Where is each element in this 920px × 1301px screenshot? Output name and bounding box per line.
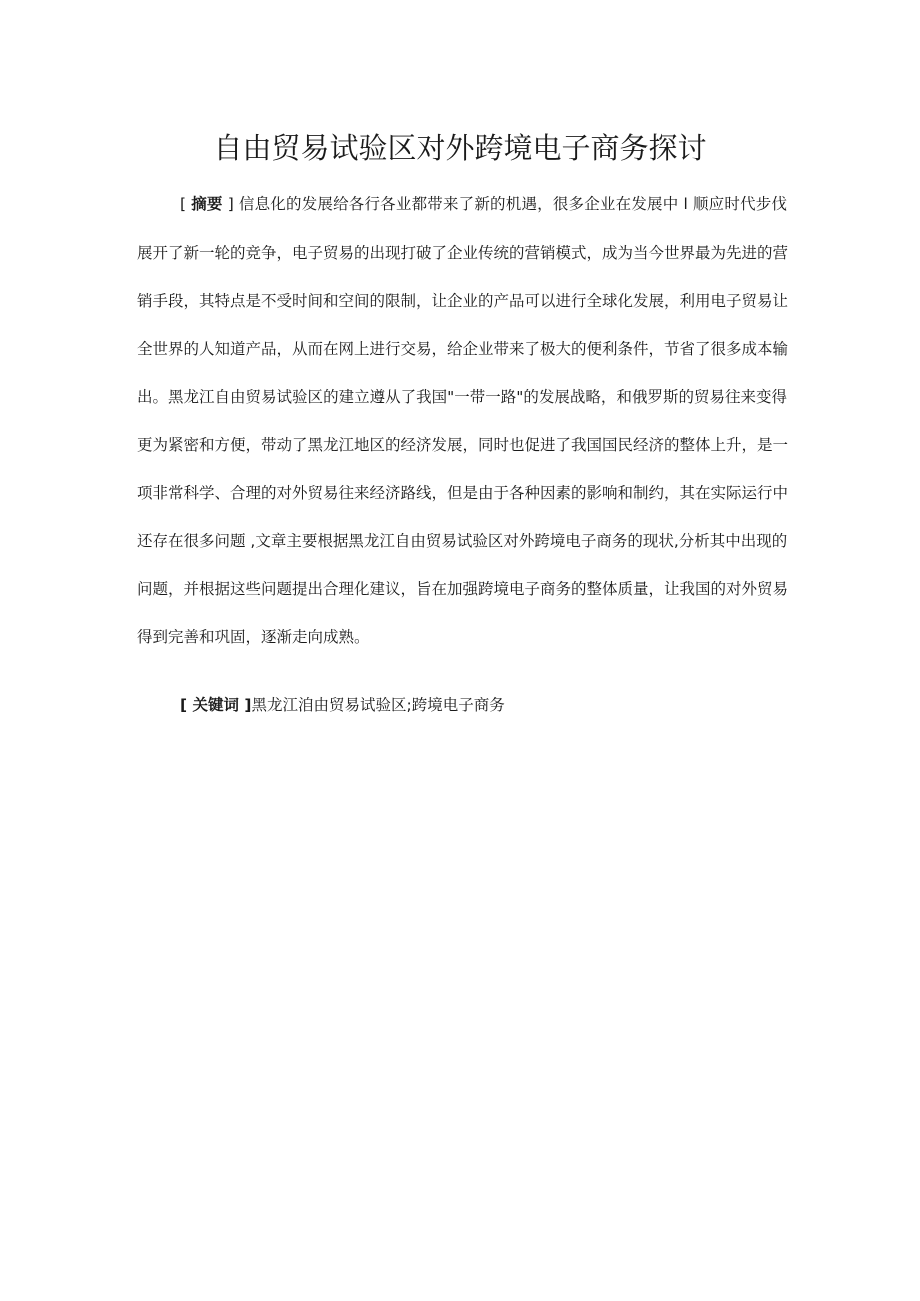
keywords-label: [ 关键词 ] bbox=[180, 696, 252, 714]
abstract-text-line: 还存在很多问题 ,文章主要根据黑龙江自由贸易试验区对外跨境电子商务的现状,分析其中出现的 bbox=[137, 532, 788, 550]
abstract-line-1 bbox=[180, 192, 787, 216]
abstract-text-line: 信息化的发展给各行各业都带来了新的机遇，很多企业在发展中 l 顺应时代步伐 bbox=[238, 195, 787, 213]
abstract-text-line: 项非常科学、合理的对外贸易往来经济路线，但是由于各种因素的影响和制约，其在实际运行中 bbox=[137, 484, 789, 502]
keywords bbox=[180, 693, 505, 717]
abstract-label: 摘要 bbox=[191, 195, 223, 213]
abstract-text-line: 展开了新一轮的竞争，电子贸易的出现打破了企业传统的营销模式，成为当今世界最为先进的营 bbox=[137, 244, 789, 262]
abstract-text-line: 问题，并根据这些问题提出合理化建议，旨在加强跨境电子商务的整体质量，让我国的对外贸易 bbox=[137, 580, 789, 598]
document-title: 自由贸易试验区对外跨境电子商务探讨 bbox=[213, 131, 707, 165]
abstract-text-line: 出。黑龙江自由贸易试验区的建立遵从了我国"一带一路"的发展战略，和俄罗斯的贸易往来变得 bbox=[137, 388, 787, 406]
abstract-label-open: [ bbox=[180, 195, 187, 213]
keywords-text: 黑龙江洎由贸易试验区;跨境电子商务 bbox=[251, 696, 505, 714]
abstract-text-line: 全世界的人知道产品，从而在网上进行交易，给企业带来了极大的便利条件，节省了很多成本输 bbox=[137, 340, 789, 358]
abstract-text-line: 销手段，其特点是不受时间和空间的限制，让企业的产品可以进行全球化发展，利用电子贸易让 bbox=[137, 292, 789, 310]
abstract-label-close: ] bbox=[227, 195, 234, 213]
abstract-text-line: 得到完善和巩固，逐渐走向成熟。 bbox=[137, 628, 370, 646]
abstract-text-line: 更为紧密和方便，带动了黑龙江地区的经济发展，同时也促进了我国国民经济的整体上升，是一 bbox=[137, 436, 789, 454]
